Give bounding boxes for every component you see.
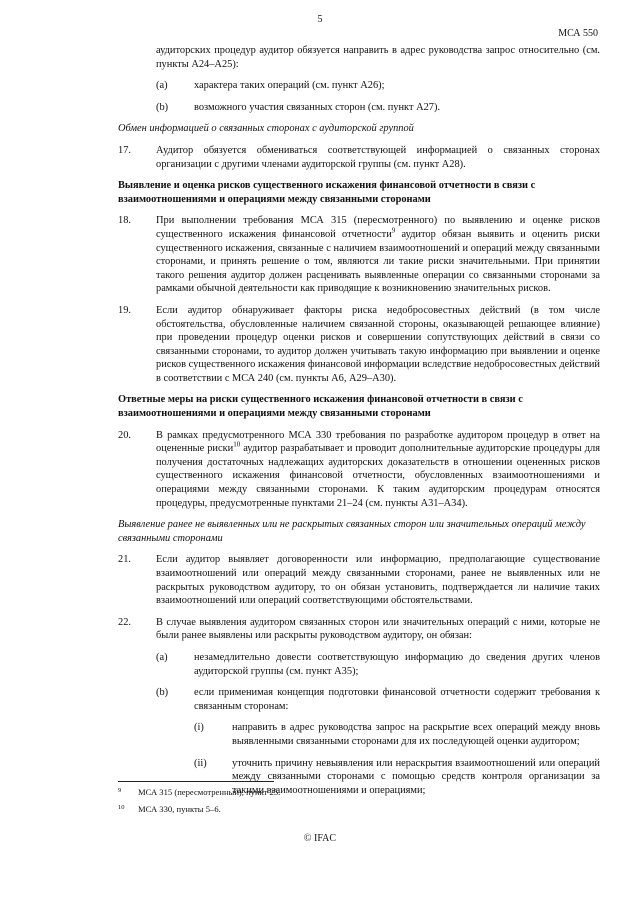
page-content xyxy=(118,44,600,805)
paragraph-21 xyxy=(118,553,600,607)
footnote-divider xyxy=(118,781,274,782)
item-text: возможного участия связанных сторон (см. пункт А27). xyxy=(194,101,441,113)
item-text: характера таких операций (см. пункт А26); xyxy=(194,80,385,92)
footnote-ref-10[interactable]: 10 xyxy=(233,440,241,449)
paragraph-text-start: При выполнении требования МСА 315 (пересмотренного) по выявлению и оценке рисков существенного искажения финансовой отчетности xyxy=(156,215,600,240)
item-text: уточнить причину невыявления или нераскрытия взаимоотношений или операций между связанными сторонами с помощью средств контроля организации за такими взаимоотношениями и операциями; xyxy=(232,757,600,796)
footnotes xyxy=(118,787,598,821)
page-number: 5 xyxy=(317,14,323,25)
paragraph-text: Аудитор обязуется обмениваться соответствующей информацией о связанных сторонах организации с другими членами аудиторской группы (см. пункт А28). xyxy=(156,144,600,170)
footnote-number: 9 xyxy=(118,787,122,794)
paragraph-text-end: аудитор обязан выявить и оценить риски существенного искажения, связанные с наличием взаимоотношений и операций между связанными сторонами, и принять решение о том, являются ли такие риски значительными. При принятии такого решения аудитор должен расценивать выявленные операции со связанными сторонами за рамками обычной деятельности как приводящие к возникновению значительных рисков. xyxy=(156,228,600,295)
paragraph-number: 17. xyxy=(118,144,131,156)
footnote-10 xyxy=(118,804,598,815)
intro-item-b xyxy=(156,101,600,115)
paragraph-17 xyxy=(118,144,600,171)
paragraph-22 xyxy=(118,616,600,643)
item-label: (ii) xyxy=(194,757,207,769)
item-label: (i) xyxy=(194,722,204,734)
paragraph-text-start: В рамках предусмотренного МСА 330 требования по разработке аудитором процедур в ответ на оцененные риски xyxy=(156,429,600,455)
paragraph-text: В случае выявления аудитором связанных сторон или значительных операций с ними, которые не были ранее выявлены или раскрыты руководством аудитору, он обязан: xyxy=(156,616,600,642)
paragraph-20 xyxy=(118,429,600,511)
section-heading-undisclosed: Выявление ранее не выявленных или не раскрытых связанных сторон или значительных операций между связанными сторонами xyxy=(118,519,586,544)
paragraph-number: 20. xyxy=(118,429,131,441)
footnote-text: МСА 315 (пересмотренный), пункт 25. xyxy=(138,787,281,797)
footnote-number: 10 xyxy=(118,804,125,811)
paragraph-number: 22. xyxy=(118,616,131,628)
item-label: (a) xyxy=(156,651,168,663)
paragraph-18 xyxy=(118,214,600,296)
section-heading-responses: Ответные меры на риски существенного искажения финансовой отчетности в связи с взаимоотношениями и операциями между связанными сторонами xyxy=(118,394,523,420)
footnote-text: МСА 330, пункты 5–6. xyxy=(138,804,221,814)
intro-item-a xyxy=(156,79,600,93)
paragraph-22-item-b-i xyxy=(194,721,600,748)
intro-paragraph: аудиторских процедур аудитор обязуется направить в адрес руководства запрос относительно (см. пункты А24–А25): xyxy=(156,45,600,70)
item-text: направить в адрес руководства запрос на раскрытие всех операций между вновь выявленными связанными сторонами для их последующей оценки аудитором; xyxy=(232,722,600,747)
paragraph-number: 19. xyxy=(118,304,131,316)
footnote-ref-9[interactable]: 9 xyxy=(391,226,396,235)
paragraph-text-end: аудитор разрабатывает и проводит дополнительные аудиторские процедуры для получения достаточных надлежащих аудиторских доказательств в отношении оцененных рисков существенного искажения финансовой отчетности, обусловленных взаимоотношениями и операциями между связанными сторонами. К таким аудиторским процедурам относятся процедуры, предусмотренные пунктами 21–24 (см. пункты А31–А34). xyxy=(156,443,600,509)
paragraph-19 xyxy=(118,304,600,386)
paragraph-number: 21. xyxy=(118,554,131,566)
paragraph-22-item-b xyxy=(156,686,600,713)
item-text: незамедлительно довести соответствующую информацию до сведения других членов аудиторской группы (см. пункт А35); xyxy=(194,651,600,677)
copyright: © IFAC xyxy=(303,833,337,844)
item-label: (a) xyxy=(156,80,168,92)
section-heading-communication: Обмен информацией о связанных сторонах с аудиторской группой xyxy=(118,123,414,135)
paragraph-text: Если аудитор обнаруживает факторы риска недобросовестных действий (в том числе обстоятельства, обусловленные наличием связанной стороны, оказывающей решающее влияние) при проведении процедур оценки рисков и совершении сопутствующих действий в связи со связанными сторонами, то аудитор должен учитывать такую информацию при выявлении и оценке рисков существенного искажения финансовой информации вследствие недобросовестных действий в соответствии с МСА 240 (см. пункты А6, А29–А30). xyxy=(156,304,600,384)
paragraph-number: 18. xyxy=(118,215,131,227)
section-heading-identification: Выявление и оценка рисков существенного искажения финансовой отчетности в связи с взаимоотношениями и операциями между связанными сторонами xyxy=(118,180,536,205)
item-label: (b) xyxy=(156,687,169,699)
paragraph-22-item-a xyxy=(156,651,600,678)
footnote-9 xyxy=(118,787,598,798)
paragraph-text: Если аудитор выявляет договоренности или информацию, предполагающие существование взаимоотношений или операций между связанными сторонами, ранее не выявленных или не раскрытых руководством аудитору, то он обязан установить, подтверждается ли наличие таких взаимоотношений или операций соответствующими обстоятельствами. xyxy=(156,554,600,607)
item-text: если применимая концепция подготовки финансовой отчетности содержит требования к связанным сторонам: xyxy=(194,687,600,712)
item-label: (b) xyxy=(156,101,169,113)
document-code: МСА 550 xyxy=(558,28,598,39)
